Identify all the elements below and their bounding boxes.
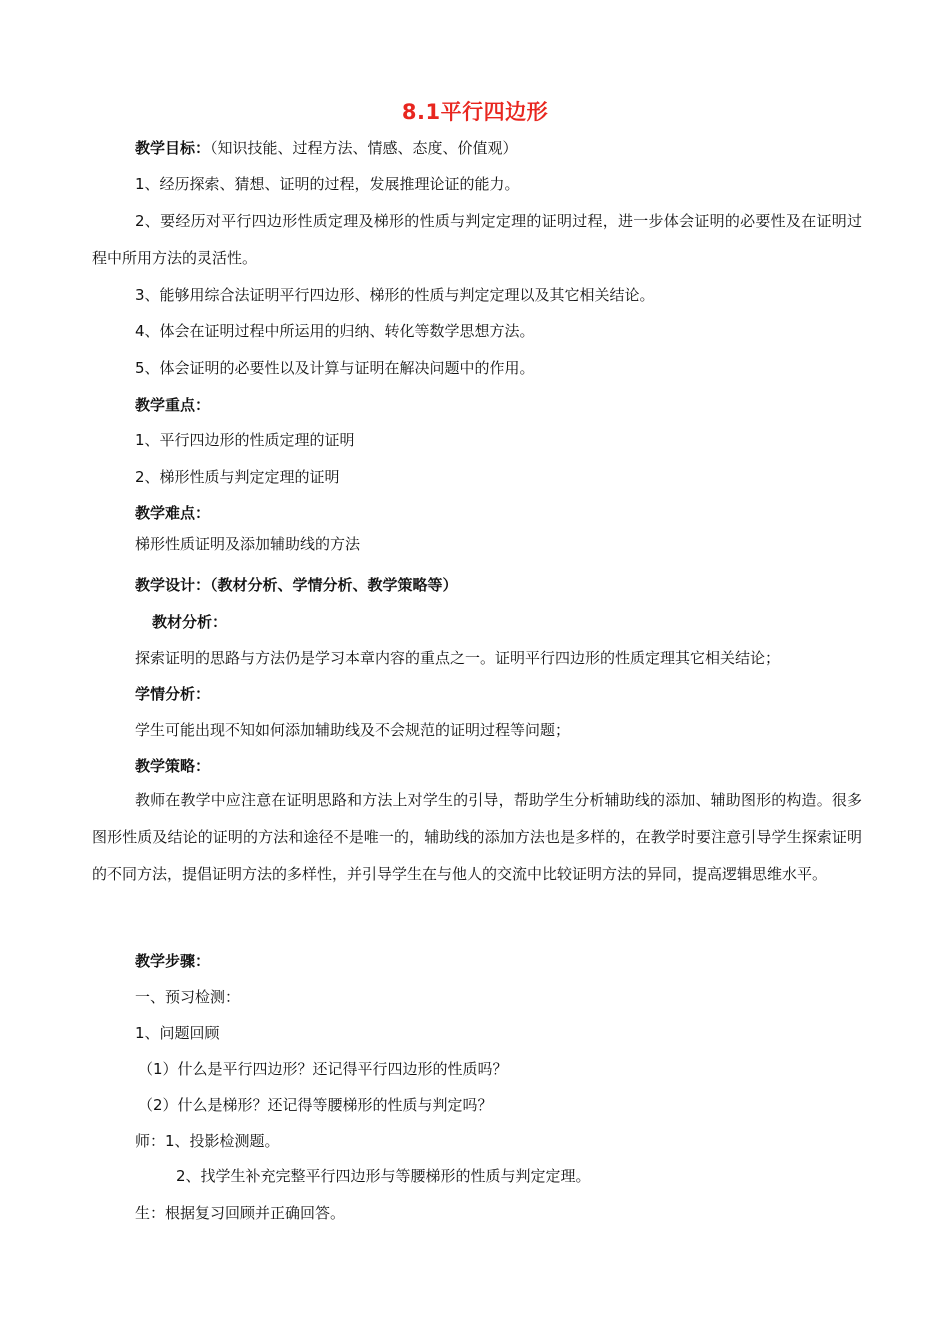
page-title: 8.1平行四边形	[401, 100, 549, 124]
objectives-heading: 教学目标：	[135, 139, 211, 157]
difficulty-text: 梯形性质证明及添加辅助线的方法	[135, 535, 361, 553]
key-points-heading: 教学重点：	[135, 396, 211, 414]
material-heading: 教材分析：	[152, 613, 228, 631]
key-point-item-2: 2、梯形性质与判定定理的证明	[135, 468, 340, 486]
strategy-heading: 教学策略：	[135, 757, 211, 775]
difficulty-heading: 教学难点：	[135, 504, 211, 522]
objectives-note: （知识技能、过程方法、情感、态度、价值观）	[210, 139, 518, 157]
steps-heading: 教学步骤：	[135, 952, 211, 970]
teacher-line-2: 2、找学生补充完整平行四边形与等腰梯形的性质与判定定理。	[176, 1167, 591, 1185]
material-text: 探索证明的思路与方法仍是学习本章内容的重点之一。证明平行四边形的性质定理其它相关结论；	[135, 649, 781, 667]
objective-item-5: 5、体会证明的必要性以及计算与证明在解决问题中的作用。	[135, 359, 535, 377]
objective-item-1: 1、经历探索、猜想、证明的过程，发展推理论证的能力。	[135, 175, 520, 193]
student-line: 生：根据复习回顾并正确回答。	[135, 1204, 346, 1222]
student-heading: 学情分析：	[135, 685, 211, 703]
objective-item-2: 2、要经历对平行四边形性质定理及梯形的性质与判定定理的证明过程，进一步体会证明的必要性及在证明过程中所用方法的灵活性。	[92, 212, 862, 267]
steps-sub-heading: 1、问题回顾	[135, 1024, 220, 1042]
objective-item-4: 4、体会在证明过程中所运用的归纳、转化等数学思想方法。	[135, 322, 535, 340]
student-text: 学生可能出现不知如何添加辅助线及不会规范的证明过程等问题；	[135, 721, 571, 739]
teacher-line-1: 师：1、投影检测题。	[135, 1132, 280, 1150]
question-2: （2）什么是梯形？还记得等腰梯形的性质与判定吗？	[138, 1096, 493, 1114]
question-1: （1）什么是平行四边形？还记得平行四边形的性质吗？	[138, 1060, 508, 1078]
strategy-text: 教师在教学中应注意在证明思路和方法上对学生的引导，帮助学生分析辅助线的添加、辅助图形的构造。很多图形性质及结论的证明的方法和途径不是唯一的，辅助线的添加方法也是多样的，在教学时要注意引导学生探索证明的不同方法，提倡证明方法的多样性，并引导学生在与他人的交流中比较证明方法的异同，提高逻辑思维水平。	[92, 791, 862, 883]
steps-section: 一、预习检测：	[135, 988, 241, 1006]
key-point-item-1: 1、平行四边形的性质定理的证明	[135, 431, 355, 449]
objectives-line	[135, 138, 518, 158]
design-heading: 教学设计：（教材分析、学情分析、教学策略等）	[135, 576, 458, 594]
objective-item-3: 3、能够用综合法证明平行四边形、梯形的性质与判定定理以及其它相关结论。	[135, 286, 655, 304]
